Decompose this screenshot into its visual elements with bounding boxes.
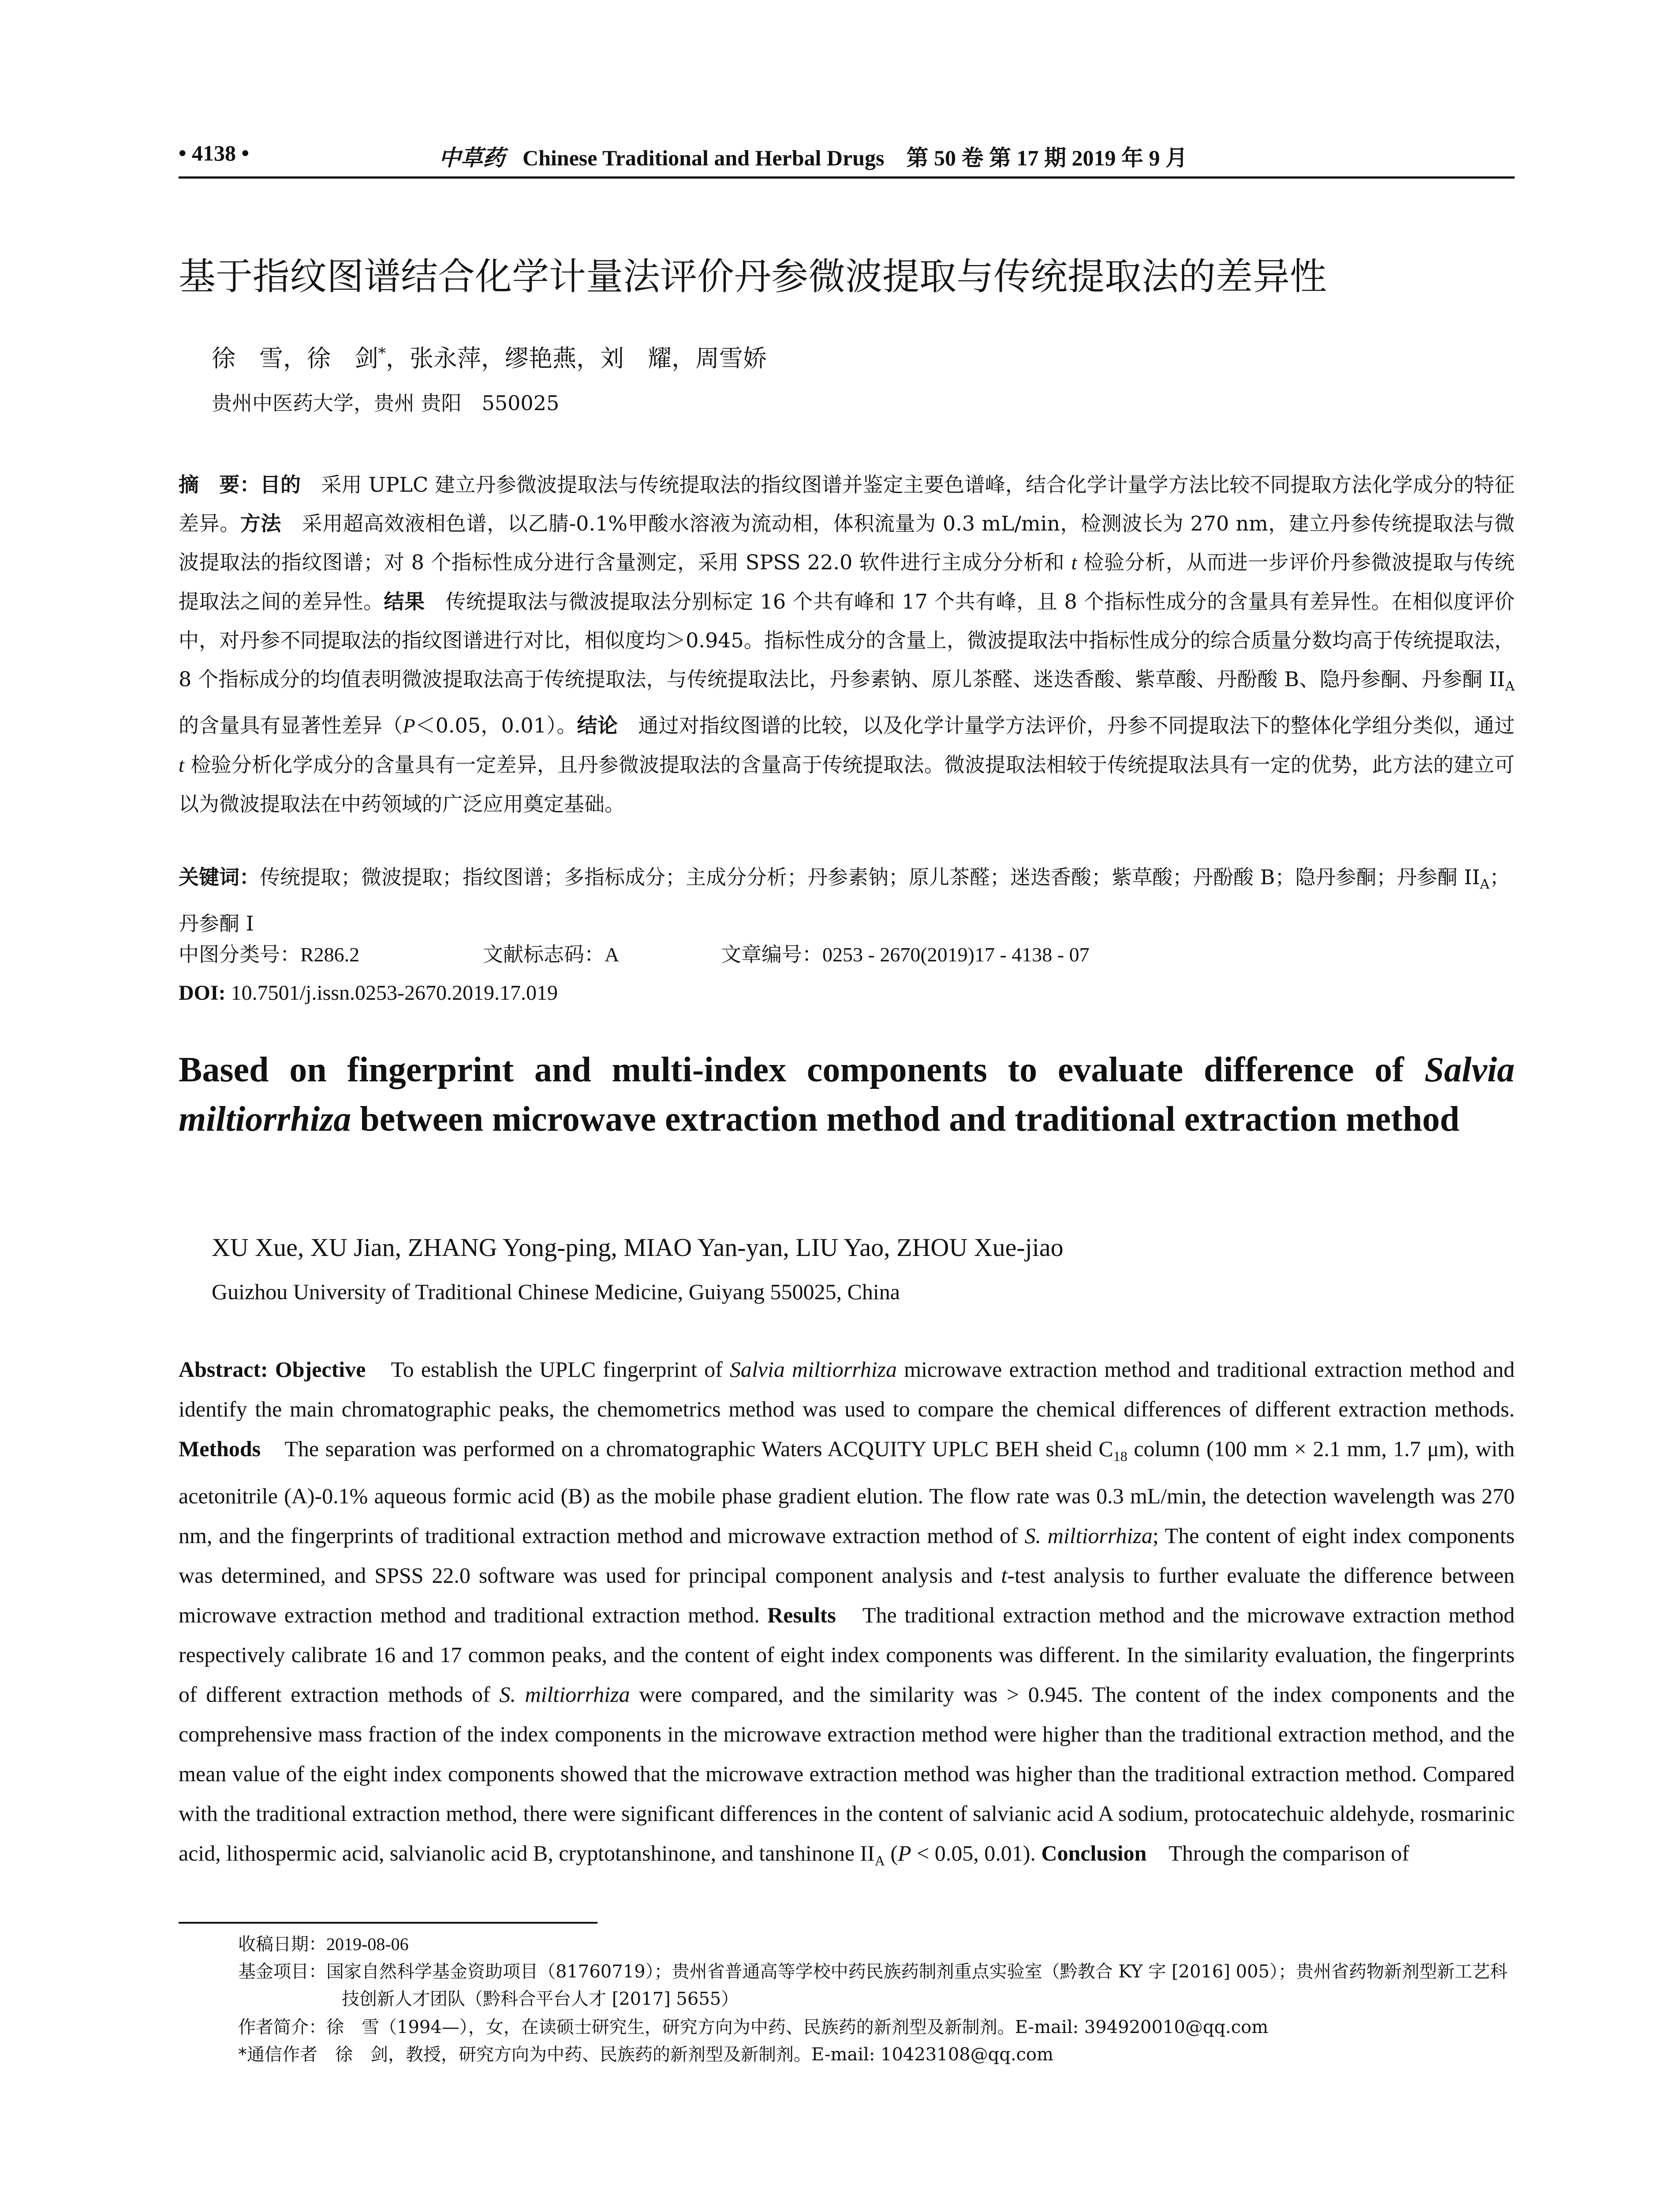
doi-line [179,974,558,1013]
results-en-p: P [897,1841,911,1865]
results-cn-p: P [403,714,415,737]
keywords-cn-1: 传统提取；微波提取；指纹图谱；多指标成分；主成分分析；丹参素钠；原儿茶醛；迷迭香酸；紫草酸；丹酚酸 B；隐丹参酮；丹参酮 II [260,865,1480,889]
affiliation-cn: 贵州中医药大学，贵州 贵阳 550025 [212,391,560,415]
page-number: • 4138 • [179,141,250,165]
journal-line [439,140,1187,172]
results-en-sub: A [874,1853,885,1869]
journal-name-cn: 中草药 [439,145,505,171]
abstract-en [179,1349,1515,1880]
received-label: 收稿日期： [238,1934,326,1955]
results-cn-2: 的含量具有显著性差异（ [179,714,403,738]
title-en-species: Salvia miltiorrhiza [179,1050,1515,1139]
fund-label: 基金项目： [238,1962,326,1982]
methods-label-en: Methods [179,1436,261,1461]
results-en-1: The traditional extraction method and the microwave extraction method respectively calibrate 16 and 17 common peaks, and the content of eight index components was different. In the similarity evaluation, the fingerprints of different extraction methods of [179,1603,1515,1707]
received-date: 2019-08-06 [326,1934,409,1954]
footnote-fund [238,1958,1515,2013]
results-cn-sub: A [1505,679,1515,695]
article-no-label: 文章编号： [721,942,822,966]
title-en-1: Based on fingerprint and multi-index components to evaluate difference of [179,1050,1425,1089]
footnote-rule [179,1922,597,1924]
objective-en-species: Salvia miltiorrhiza [729,1357,897,1382]
classification-line [179,935,1515,974]
article-no-value: 0253 - 2670(2019)17 - 4138 - 07 [822,943,1090,966]
running-header [179,140,1515,171]
doi-value: 10.7501/j.issn.0253-2670.2019.17.019 [225,981,558,1005]
methods-en-2: column (100 mm × 2.1 mm, 1.7 μm), with acetonitrile (A)-0.1% aqueous formic acid (B) as the mobile phase gradient elution. The flow rate was 0.3 mL/min, the detection wavelength was 270 nm, and the fingerprints of traditional extraction method and microwave extraction method of [179,1436,1515,1548]
header-rule [179,176,1515,179]
corresponding-label: *通信作者 [238,2044,317,2065]
results-en-3: ( [885,1841,898,1865]
methods-label-cn: 方法 [240,512,282,535]
footnote-received [238,1931,1515,1958]
fund-text: 国家自然科学基金资助项目（81760719）；贵州省普通高等学校中药民族药制剂重点实验室（黔教合 KY 字 [2016] 005）；贵州省药物新剂型新工艺科技创新人才团队（黔科合平台人才 [2017] 5655） [326,1962,1508,2009]
footnote-corresponding [238,2041,1515,2068]
objective-cn: 采用 UPLC 建立丹参微波提取法与传统提取法的指纹图谱并鉴定主要色谱峰，结合化学计量学方法比较不同提取方法化学成分的特征差异。 [179,473,1515,535]
affiliation-en: Guizhou University of Traditional Chinese Medicine, Guiyang 550025, China [212,1279,900,1304]
results-label-cn: 结果 [384,590,425,613]
authors-cn [212,340,767,374]
results-en-species: S. miltiorrhiza [499,1682,630,1707]
title-en-2: between microwave extraction method and traditional extraction method [351,1100,1460,1139]
authors-cn-b: ，张永萍，缪艳燕，刘 耀，周雪娇 [386,344,767,372]
conclusion-cn-1: 通过对指纹图谱的比较，以及化学计量学方法评价，丹参不同提取法下的整体化学组分类似，通过 [618,714,1515,738]
authors-en: XU Xue, XU Jian, ZHANG Yong-ping, MIAO Yan-yan, LIU Yao, ZHOU Xue-jiao [212,1233,1064,1262]
clc-value: R286.2 [300,943,360,966]
conclusion-cn-2: 检验分析化学成分的含量具有一定差异，且丹参微波提取法的含量高于传统提取法。微波提取法相较于传统提取法具有一定的优势，此方法的建立可以为微波提取法在中药领域的广泛应用奠定基础。 [179,753,1515,816]
results-en-4: < 0.05, 0.01). [911,1841,1042,1865]
methods-en-t: t [1001,1563,1008,1588]
results-en-2: were compared, and the similarity was > 0.945. The content of the index components and the comprehensive mass fraction of the index components in the microwave extraction method were higher than the traditional extraction method, and the mean value of the eight index components showed that the microwave extraction method was higher than the traditional extraction method. Compared with the traditional extraction method, there were significant differences in the content of salvianic acid A sodium, protocatechuic aldehyde, rosmarinic acid, lithospermic acid, salvianolic acid B, cryptotanshinone, and tanshinone II [179,1682,1515,1865]
clc-label: 中图分类号： [179,942,300,966]
conclusion-label-cn: 结论 [577,714,618,738]
methods-en-species: S. miltiorrhiza [1024,1523,1153,1548]
methods-en-4: -test analysis to further evaluate the difference between microwave extraction method and traditional extraction method. [179,1563,1515,1627]
conclusion-en-1: Through the comparison of [1146,1841,1410,1865]
doc-code-value: A [605,943,620,966]
abstract-label-en: Abstract: Objective [179,1357,366,1382]
methods-cn-2: 检验分析，从而进一步评价丹参微波提取与传统提取法之间的差异性。 [179,550,1515,613]
keywords-cn [179,858,1515,943]
methods-en-1: The separation was performed on a chromatographic Waters ACQUITY UPLC BEH sheid C [261,1436,1113,1461]
doi-label: DOI: [179,981,226,1005]
authors-cn-a: 徐 雪，徐 剑 [212,344,378,372]
methods-cn-t: t [1071,551,1077,574]
results-cn-3: ＜0.05，0.01）。 [415,714,577,738]
abstract-label-cn: 摘 要： [179,473,260,497]
objective-en-1: To establish the UPLC fingerprint of [366,1357,730,1382]
methods-cn-1: 采用超高效液相色谱，以乙腈-0.1%甲酸水溶液为流动相，体积流量为 0.3 mL/min，检测波长为 270 nm，建立丹参传统提取法与微波提取法的指纹图谱；对 8 个指标性成分进行含量测定，采用 SPSS 22.0 软件进行主成分分析和 [179,512,1515,574]
author-bio-label: 作者简介： [238,2017,326,2037]
keywords-cn-sub: A [1480,877,1490,893]
corresponding-mark: * [378,344,386,362]
methods-en-sub: 18 [1113,1448,1127,1464]
results-cn-1: 传统提取法与微波提取法分别标定 16 个共有峰和 17 个共有峰，且 8 个指标性成分的含量具有差异性。在相似度评价中，对丹参不同提取法的指纹图谱进行对比，相似度均＞0.945。指标性成分的含量上，微波提取法中指标性成分的综合质量分数均高于传统提取法，8 个指标成分的均值表明微波提取法高于传统提取法，与传统提取法比，丹参素钠、原儿茶醛、迷迭香酸、紫草酸、丹酚酸 B、隐丹参酮、丹参酮 II [179,590,1515,691]
objective-label-cn: 目的 [260,473,301,497]
title-en [179,1045,1515,1144]
author-bio-text: 徐 雪（1994—），女，在读硕士研究生，研究方向为中药、民族药的新剂型及新制剂。E-mail: 394920010@qq.com [326,2017,1269,2037]
doc-code-label: 文献标志码： [483,942,605,966]
conclusion-cn-t: t [179,754,184,777]
objective-en-2: microwave extraction method and traditional extraction method and identify the main chromatographic peaks, the chemometrics method was used to compare the chemical differences of different extraction methods. [179,1357,1515,1421]
keywords-label-cn: 关键词： [179,865,260,889]
journal-name-en: Chinese Traditional and Herbal Drugs [523,146,885,170]
corresponding-text: 徐 剑，教授，研究方向为中药、民族药的新剂型及新制剂。E-mail: 10423108@qq.com [317,2044,1053,2065]
keywords-cn-2: ；丹参酮 I [179,865,1510,936]
results-label-en: Results [767,1603,836,1627]
issue-info: 第 50 卷 第 17 期 2019 年 9 月 [906,146,1187,170]
methods-en-3: ; The content of eight index components was determined, and SPSS 22.0 software was used for principal component analysis and [179,1523,1515,1588]
conclusion-label-en: Conclusion [1041,1841,1147,1865]
title-cn: 基于指纹图谱结合化学计量法评价丹参微波提取与传统提取法的差异性 [179,255,1327,298]
abstract-cn [179,465,1515,823]
footnote-author [238,2014,1515,2041]
